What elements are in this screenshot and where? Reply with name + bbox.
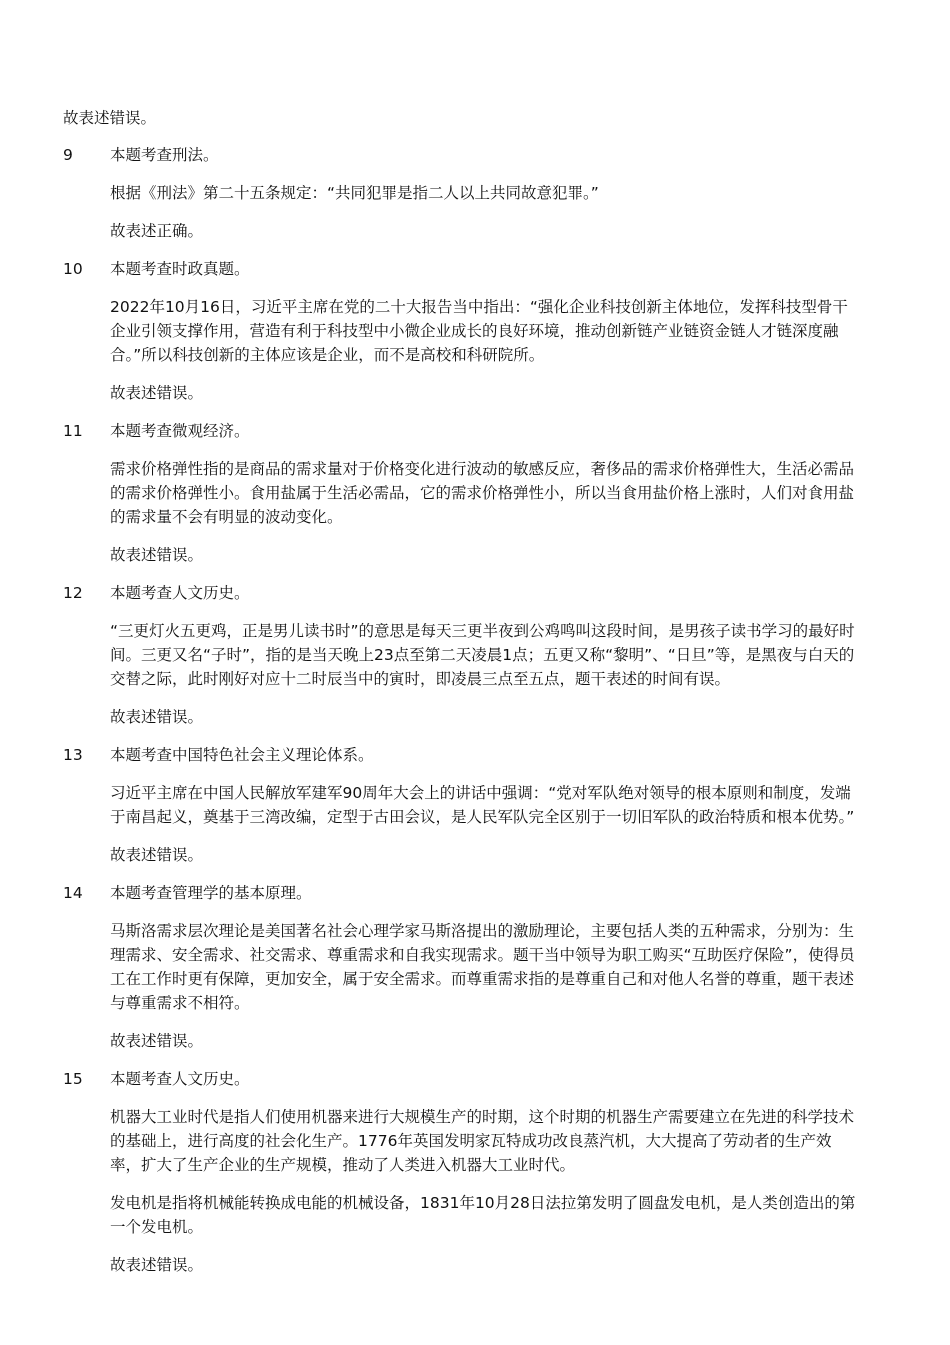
explanation-paragraph: 机器大工业时代是指人们使用机器来进行大规模生产的时期，这个时期的机器生产需要建立在先进的科学技术的基础上，进行高度的社会化生产。1776年英国发明家瓦特成功改良蒸汽机，大大提高了劳动者的生产效率，扩大了生产企业的生产规模，推动了人类进入机器大工业时代。 bbox=[110, 1108, 855, 1174]
conclusion-paragraph: 故表述错误。 bbox=[110, 1032, 204, 1050]
question-header bbox=[63, 143, 863, 167]
question-topic: 本题考查中国特色社会主义理论体系。 bbox=[110, 746, 374, 764]
question-header bbox=[63, 581, 863, 605]
explanation-paragraph: “三更灯火五更鸡，正是男儿读书时”的意思是每天三更半夜到公鸡鸣叫这段时间，是男孩子读书学习的最好时间。三更又名“子时”，指的是当天晚上23点至第二天凌晨1点；五更又称“黎明”、“日旦”等，是黑夜与白天的交替之际，此时刚好对应十二时辰当中的寅时，即凌晨三点至五点，题干表述的时间有误。 bbox=[110, 622, 855, 688]
question-header bbox=[63, 881, 863, 905]
question-15 bbox=[63, 1067, 863, 1277]
question-number: 13 bbox=[63, 746, 83, 764]
explanation-paragraph: 习近平主席在中国人民解放军建军90周年大会上的讲话中强调：“党对军队绝对领导的根本原则和制度，发端于南昌起义，奠基于三湾改编，定型于古田会议，是人民军队完全区别于一切旧军队的政治特质和根本优势。” bbox=[110, 784, 855, 826]
question-13 bbox=[63, 743, 863, 867]
explanation-paragraph: 发电机是指将机械能转换成电能的机械设备，1831年10月28日法拉第发明了圆盘发电机，是人类创造出的第一个发电机。 bbox=[110, 1194, 856, 1236]
question-topic: 本题考查人文历史。 bbox=[110, 584, 250, 602]
question-number: 11 bbox=[63, 422, 83, 440]
question-number: 10 bbox=[63, 260, 83, 278]
explanation-paragraph: 根据《刑法》第二十五条规定：“共同犯罪是指二人以上共同故意犯罪。” bbox=[110, 184, 599, 202]
question-14 bbox=[63, 881, 863, 1053]
question-list bbox=[63, 143, 863, 1291]
question-9 bbox=[63, 143, 863, 243]
question-topic: 本题考查时政真题。 bbox=[110, 260, 250, 278]
question-topic: 本题考查管理学的基本原理。 bbox=[110, 884, 312, 902]
explanation-paragraph: 2022年10月16日，习近平主席在党的二十大报告当中指出：“强化企业科技创新主体地位，发挥科技型骨干企业引领支撑作用，营造有利于科技型中小微企业成长的良好环境，推动创新链产业链资金链人才链深度融合。”所以科技创新的主体应该是企业，而不是高校和科研院所。 bbox=[110, 298, 848, 364]
conclusion-paragraph: 故表述错误。 bbox=[110, 1256, 204, 1274]
question-number: 12 bbox=[63, 584, 83, 602]
question-10 bbox=[63, 257, 863, 405]
question-header bbox=[63, 1067, 863, 1091]
question-number: 9 bbox=[63, 146, 73, 164]
question-number: 14 bbox=[63, 884, 83, 902]
explanation-paragraph: 马斯洛需求层次理论是美国著名社会心理学家马斯洛提出的激励理论，主要包括人类的五种需求，分别为：生理需求、安全需求、社交需求、尊重需求和自我实现需求。题干当中领导为职工购买“互助医疗保险”，使得员工在工作时更有保障，更加安全，属于安全需求。而尊重需求指的是尊重自己和对他人名誉的尊重，题干表述与尊重需求不相符。 bbox=[110, 922, 855, 1012]
conclusion-paragraph: 故表述错误。 bbox=[110, 384, 204, 402]
question-12 bbox=[63, 581, 863, 729]
conclusion-paragraph: 故表述错误。 bbox=[110, 546, 204, 564]
lead-text: 故表述错误。 bbox=[63, 109, 157, 127]
conclusion-paragraph: 故表述正确。 bbox=[110, 222, 204, 240]
question-header bbox=[63, 257, 863, 281]
conclusion-paragraph: 故表述错误。 bbox=[110, 846, 204, 864]
question-number: 15 bbox=[63, 1070, 83, 1088]
conclusion-paragraph: 故表述错误。 bbox=[110, 708, 204, 726]
explanation-paragraph: 需求价格弹性指的是商品的需求量对于价格变化进行波动的敏感反应，奢侈品的需求价格弹性大，生活必需品的需求价格弹性小。食用盐属于生活必需品，它的需求价格弹性小，所以当食用盐价格上涨时，人们对食用盐的需求量不会有明显的波动变化。 bbox=[110, 460, 855, 526]
question-topic: 本题考查刑法。 bbox=[110, 146, 219, 164]
question-topic: 本题考查人文历史。 bbox=[110, 1070, 250, 1088]
question-header bbox=[63, 743, 863, 767]
question-11 bbox=[63, 419, 863, 567]
question-topic: 本题考查微观经济。 bbox=[110, 422, 250, 440]
question-header bbox=[63, 419, 863, 443]
